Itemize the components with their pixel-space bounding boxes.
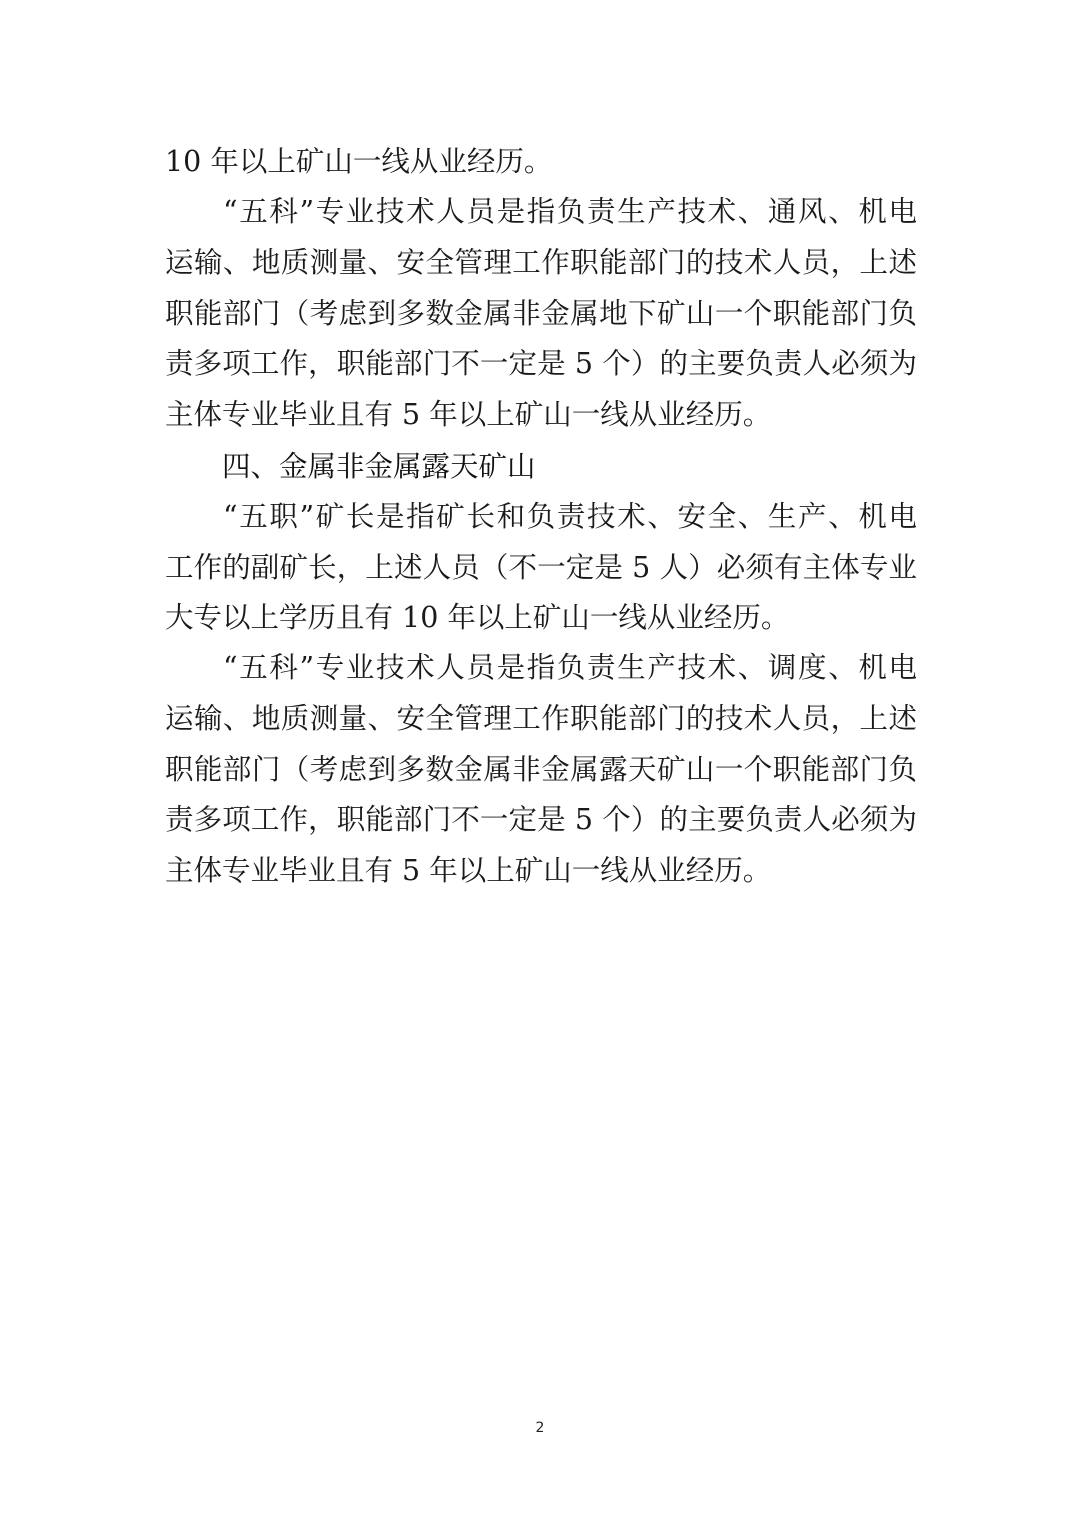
paragraph-line: 主体专业毕业且有 5 年以上矿山一线从业经历。 — [165, 398, 772, 431]
page-number: 2 — [535, 1420, 545, 1436]
paragraph-line: 运输、地质测量、安全管理工作职能部门的技术人员，上述 — [165, 702, 917, 735]
paragraph-line: 运输、地质测量、安全管理工作职能部门的技术人员，上述 — [165, 246, 917, 279]
paragraph-line: 责多项工作，职能部门不一定是 5 个）的主要负责人必须为 — [165, 803, 917, 836]
paragraph-line: “五科”专业技术人员是指负责生产技术、通风、机电 — [223, 195, 917, 228]
paragraph-line: 职能部门（考虑到多数金属非金属露天矿山一个职能部门负 — [165, 753, 917, 786]
paragraph-line: “五职”矿长是指矿长和负责技术、安全、生产、机电 — [223, 500, 917, 533]
paragraph-line: 10 年以上矿山一线从业经历。 — [165, 145, 553, 178]
paragraph-line: 工作的副矿长，上述人员（不一定是 5 人）必须有主体专业 — [165, 551, 917, 584]
paragraph-line: 责多项工作，职能部门不一定是 5 个）的主要负责人必须为 — [165, 347, 917, 380]
paragraph-line: 职能部门（考虑到多数金属非金属地下矿山一个职能部门负 — [165, 297, 917, 330]
paragraph-line: “五科”专业技术人员是指负责生产技术、调度、机电 — [223, 651, 917, 684]
paragraph-line: 主体专业毕业且有 5 年以上矿山一线从业经历。 — [165, 854, 772, 887]
paragraph-line: 大专以上学历且有 10 年以上矿山一线从业经历。 — [165, 601, 790, 634]
section-heading: 四、金属非金属露天矿山 — [222, 450, 536, 483]
